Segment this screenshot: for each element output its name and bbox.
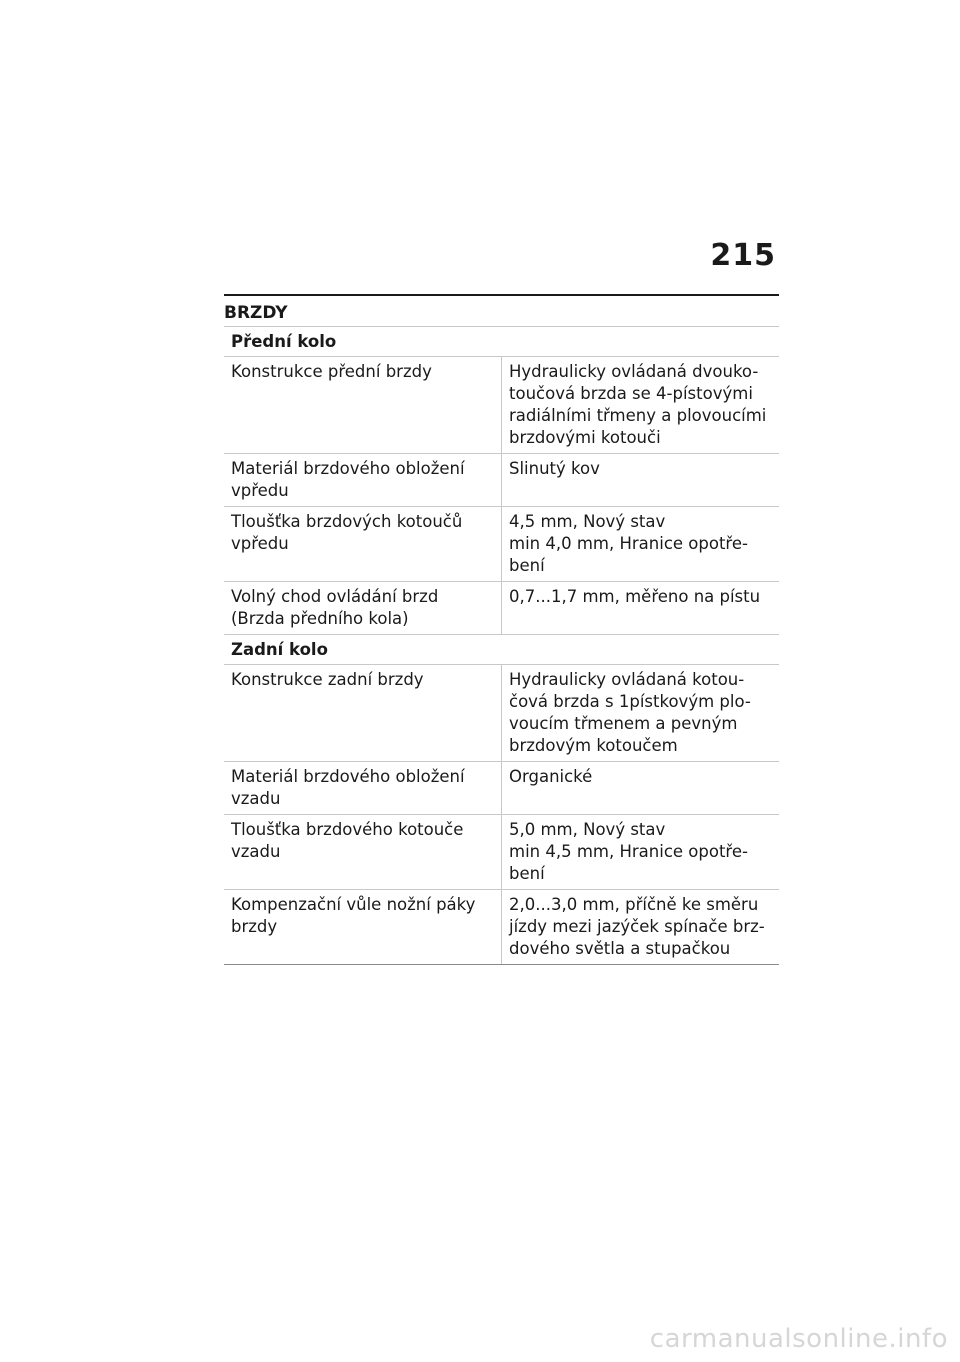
spec-value: Hydraulicky ovládaná dvouko- toučová brzda se 4-pístovými radiálními třmeny a plovoucími brzdovými kotouči (502, 357, 780, 454)
spec-label: Volný chod ovládání brzd (Brzda předního kola) (224, 582, 502, 635)
spec-value: 2,0...3,0 mm, příčně ke směru jízdy mezi jazýček spínače brz- dového světla a stupačkou (502, 890, 780, 965)
table-row (224, 357, 779, 454)
spec-value: 0,7...1,7 mm, měřeno na pístu (502, 582, 780, 635)
spec-label: Konstrukce přední brzdy (224, 357, 502, 454)
group-heading-front-wheel: Přední kolo (224, 327, 779, 357)
table-row (224, 762, 779, 815)
page-number: 215 (710, 238, 776, 273)
group-heading-rear-wheel: Zadní kolo (224, 635, 779, 665)
spec-value: 4,5 mm, Nový stav min 4,0 mm, Hranice opotře- bení (502, 507, 780, 582)
spec-value: Hydraulicky ovládaná kotou- čová brzda s 1pístkovým plo- voucím třmenem a pevným brzdovým kotoučem (502, 665, 780, 762)
table-row (224, 815, 779, 890)
spec-label: Tloušťka brzdového kotouče vzadu (224, 815, 502, 890)
watermark: carmanualsonline.info (649, 1324, 948, 1354)
table-row (224, 582, 779, 635)
brakes-spec-table (224, 326, 779, 965)
spec-value: 5,0 mm, Nový stav min 4,5 mm, Hranice opotře- bení (502, 815, 780, 890)
group-heading-row (224, 635, 779, 665)
spec-label: Tloušťka brzdových kotoučů vpředu (224, 507, 502, 582)
table-row (224, 507, 779, 582)
spec-label: Konstrukce zadní brzdy (224, 665, 502, 762)
table-row (224, 890, 779, 965)
spec-value: Organické (502, 762, 780, 815)
section-title: BRZDY (224, 303, 288, 323)
table-row (224, 665, 779, 762)
spec-label: Materiál brzdového obložení vpředu (224, 454, 502, 507)
spec-value: Slinutý kov (502, 454, 780, 507)
brakes-section (224, 294, 779, 965)
section-divider (224, 294, 779, 296)
group-heading-row (224, 327, 779, 357)
spec-label: Materiál brzdového obložení vzadu (224, 762, 502, 815)
spec-label: Kompenzační vůle nožní páky brzdy (224, 890, 502, 965)
table-row (224, 454, 779, 507)
